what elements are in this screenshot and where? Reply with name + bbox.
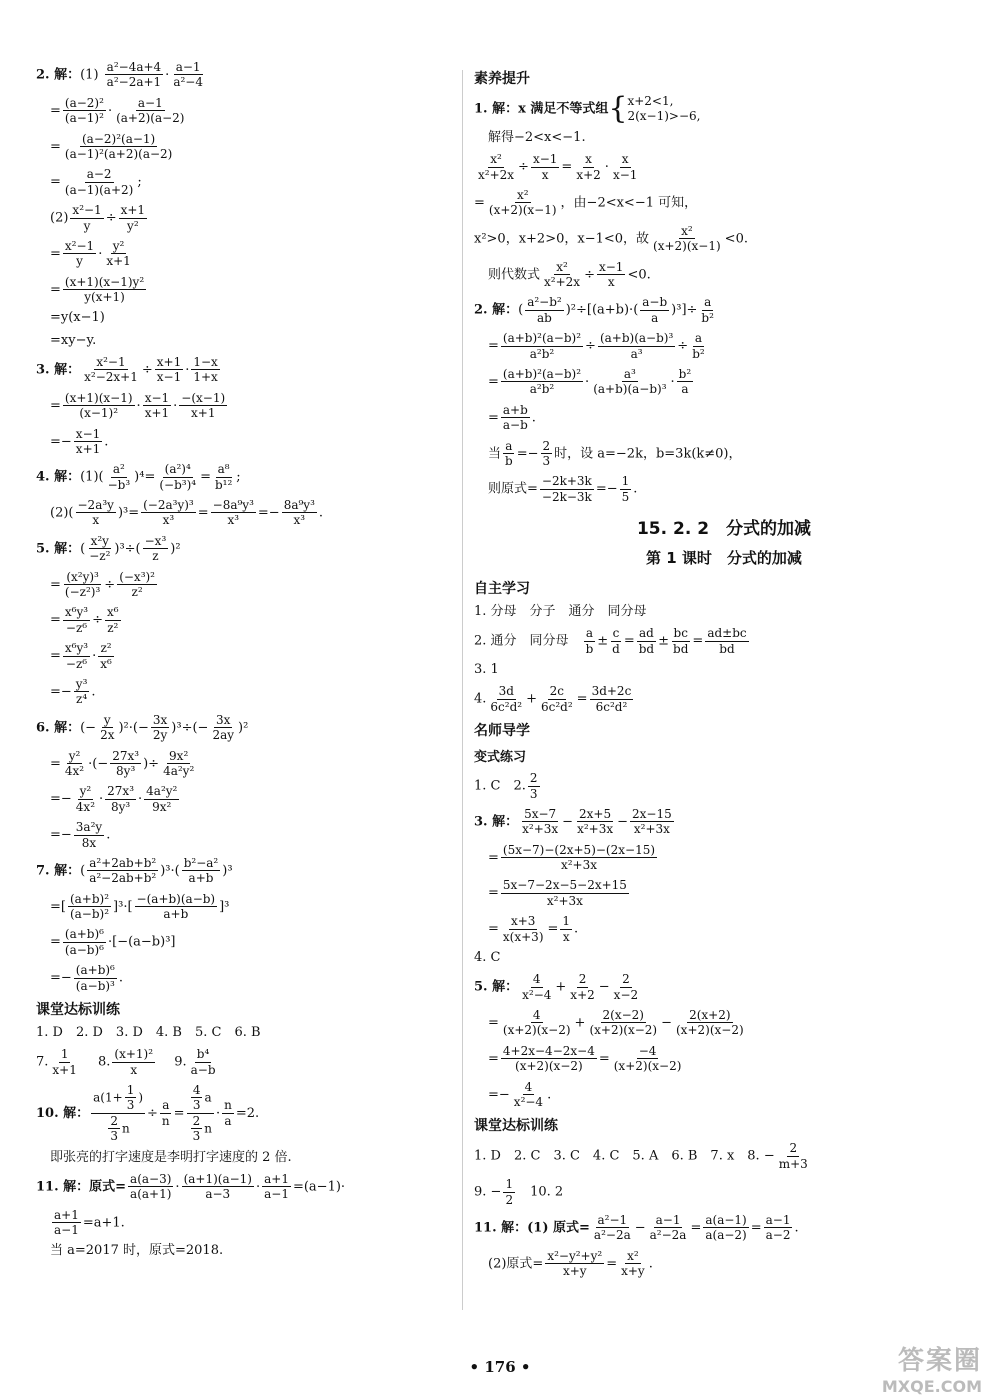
lesson-title: 第 1 课时 分式的加减 bbox=[646, 549, 802, 568]
teacher-guide-heading: 名师导学 bbox=[474, 723, 530, 740]
problem-6: 6. 解：(− $\frac{y}{2x}$ )²·(− $\frac{3x}{2y}$ )³÷(− $\frac{3x}{2ay}$ )² bbox=[36, 712, 249, 743]
practice-heading: 变式练习 bbox=[474, 750, 527, 766]
page-number: • 176 • bbox=[469, 1358, 531, 1376]
watermark-logo: 答案圈 MXQE.COM bbox=[881, 1346, 982, 1396]
problem-7: 7. 解：( $\frac{\text{a²+2ab+b²}}{\text{a²−2ab+b²}}$ )³·( $\frac{\text{b²−a²}}{a+b}$ )³ bbox=[36, 855, 233, 886]
self-study-heading: 自主学习 bbox=[474, 581, 530, 598]
class-training-heading-left: 课堂达标训练 bbox=[36, 1002, 120, 1019]
problem-11: 11. 解：原式= $\frac{a(a-3)}{a(a+1)}$ · $\frac{(a+1)(a-1)}{a-3}$ · $\frac{a+1}{a-1}$ =(a−1)· bbox=[36, 1171, 346, 1202]
section-title: 15. 2. 2 分式的加减 bbox=[636, 519, 812, 540]
class-training-heading-right: 课堂达标训练 bbox=[474, 1118, 558, 1135]
problem-5: 5. 解：( $\frac{\text{x²y}}{\text{−z²}}$ )³÷( $\frac{\text{−x³}}{z}$ )² bbox=[36, 533, 181, 564]
column-divider bbox=[462, 70, 463, 1310]
problem-10: 10. 解： a(1+ $\frac{1}{3}$ ) $\frac{2}{3}$ n ÷ $\frac{a}{n}$ = $\frac{4}{3}$ a $\frac{2}{3}$ n · $\frac{n}{a}$ =2. bbox=[36, 1083, 260, 1144]
left-column: 2. 解：(1) $\frac{\text{a²−4a+4}}{\text{a²−2a+1}}$ · $\frac{a-1}{\text{a²−4}}$ = $\frac{\text{(a−2)²}}{\text{(a−1)²}}$ · $\frac{a-1}{(a+2)(a-2)}$ = $\frac{\text{(a−2)²(a−1)}}{\text{(a−1)²(a+2)(a−2)}}$ = $\frac{a-2}{(a-1)(a+2)}$ ; (2) $\frac{\text{x²−1}}{y}$ ÷ $\frac{x+1}{\text{y²}}$ = $\frac{\text{x²−1}}{y}$ · $\frac{\text{y²}}{x+1}$ = $\frac{\text{(x+1)(x−1)y²}}{y(x+1)}$ =y(x−1) =xy−y. 3. 解： $\frac{\text{x²−1}}{\text{x²−2x+1}}$ ÷ $\frac{x+1}{x-1}$ · $\frac{1-x}{1+x}$ = $\frac{(x+1)(x-1)}{\text{(x−1)²}}$ · $\frac{x-1}{x+1}$ · $\frac{-(x-1)}{x+1}$ =− $\frac{x-1}{x+1}$ . 4. 解：(1)( $\frac{\text{a²}}{\text{−b³}}$ )⁴= $\frac{\text{(a²)⁴}}{\text{(−b³)⁴}}$ = $\frac{\text{a⁸}}{\text{b¹²}}$ ; (2)( $\frac{\text{−2a³y}}{x}$ )³= $\frac{\text{(−2a³y)³}}{\text{x³}}$ = $\frac{\text{−8a⁹y³}}{\text{x³}}$ =− $\frac{\text{8a⁹y³}}{\text{x³}}$ . 5. 解：( $\frac{\text{x²y}}{\text{−z²}}$ )³÷( $\frac{\text{−x³}}{z}$ )² = $\frac{\text{(x²y)³}}{\text{(−z²)³}}$ ÷ $\frac{\text{(−x³)²}}{\text{z²}}$ = $\frac{\text{x⁶y³}}{\text{−z⁶}}$ ÷ $\frac{\text{x⁶}}{\text{z²}}$ = $\frac{\text{x⁶y³}}{\text{−z⁶}}$ · $\frac{\text{z²}}{\text{x⁶}}$ =− $\frac{\text{y³}}{\text{z⁴}}$ . 6. 解：(− $\frac{y}{2x}$ )²·(− $\frac{3x}{2y}$ )³÷(− $\frac{3x}{2ay}$ )² = $\frac{\text{y²}}{\text{4x²}}$ ·(− $\frac{\text{27x³}}{\text{8y³}}$ )÷ $\frac{\text{9x²}}{\text{4a²y²}}$ =− $\frac{\text{y²}}{\text{4x²}}$ · $\frac{\text{27x³}}{\text{8y³}}$ · $\frac{\text{4a²y²}}{\text{9x²}}$ =− $\frac{\text{3a²y}}{8x}$ . 7. 解：( $\frac{\text{a²+2ab+b²}}{\text{a²−2ab+b²}}$ )³·( $\frac{\text{b²−a²}}{a+b}$ )³ =[ $\frac{\text{(a+b)²}}{\text{(a−b)²}}$ ]³·[ $\frac{-(a+b)(a-b)}{a+b}$ ]³ = $\frac{\text{(a+b)⁶}}{\text{(a−b)⁶}}$ ·[−(a−b)³] =− $\frac{\text{(a+b)⁶}}{\text{(a−b)³}}$ . 课堂达标训练 1. D 2. D 3. D 4. B 5. C 6. B 7. $\frac{1}{x+1}$ 8. $\frac{\text{(x+1)²}}{x}$ 9. $\frac{\text{b⁴}}{a-b}$ 10. 解： a(1+ $\frac{1}{3}$ ) $\frac{2}{3}$ n ÷ $\frac{a}{n}$ = $\frac{4}{3}$ a $\frac{2}{3}$ n · $\frac{n}{a}$ =2. 即张亮的打字速度是李明打字速度的 2 倍. 11. 解：原式= $\frac{a(a-3)}{a(a+1)}$ · $\frac{(a+1)(a-1)}{a-3}$ · $\frac{a+1}{a-1}$ =(a−1)· $\frac{a+1}{a-1}$ =a+1. 当 a=2017 时，原式=2018. bbox=[36, 60, 456, 1266]
right-problem-2: 2. 解：( $\frac{\text{a²−b²}}{ab}$ )²÷[(a+b)·( $\frac{a-b}{a}$ )³]÷ $\frac{a}{\text{b²}}$ bbox=[474, 295, 714, 325]
problem-3: 3. 解： $\frac{\text{x²−1}}{\text{x²−2x+1}}$ ÷ $\frac{x+1}{x-1}$ · $\frac{1-x}{1+x}$ bbox=[36, 354, 218, 385]
problem-2: 2. 解：(1) $\frac{\text{a²−4a+4}}{\text{a²−2a+1}}$ · $\frac{a-1}{\text{a²−4}}$ bbox=[36, 60, 203, 90]
right-problem-1: 1. 解：x 满足不等式组{ x+2<1, 2(x−1)>−6, bbox=[474, 91, 701, 126]
section-heading-literacy: 素养提升 bbox=[474, 71, 530, 87]
problem-4: 4. 解：(1)( $\frac{\text{a²}}{\text{−b³}}$ )⁴= $\frac{\text{(a²)⁴}}{\text{(−b³)⁴}}$ = $\frac{\text{a⁸}}{\text{b¹²}}$ ; bbox=[36, 462, 241, 492]
right-column: 素养提升 1. 解：x 满足不等式组{ x+2<1, 2(x−1)>−6, 解得−2<x<−1. $\frac{\text{x²}}{\text{x²+2x}}$ ÷ $\frac{x-1}{x}$ = $\frac{x}{x+2}$ · $\frac{x}{x-1}$ = $\frac{\text{x²}}{(x+2)(x-1)}$ ，由−2<x<−1 可知， x²>0，x+2>0，x−1<0，故 $\frac{\text{x²}}{(x+2)(x-1)}$ <0. 则代数式 $\frac{\text{x²}}{\text{x²+2x}}$ ÷ $\frac{x-1}{x}$ <0. 2. 解：( $\frac{\text{a²−b²}}{ab}$ )²÷[(a+b)·( $\frac{a-b}{a}$ )³]÷ $\frac{a}{\text{b²}}$ = $\frac{\text{(a+b)²(a−b)²}}{\text{a²b²}}$ ÷ $\frac{\text{(a+b)(a−b)³}}{\text{a³}}$ ÷ $\frac{a}{\text{b²}}$ = $\frac{\text{(a+b)²(a−b)²}}{\text{a²b²}}$ · $\frac{\text{a³}}{\text{(a+b)(a−b)³}}$ · $\frac{\text{b²}}{a}$ = $\frac{a+b}{a-b}$ . 当 $\frac{a}{b}$ =− $\frac{2}{3}$ 时，设 a=−2k，b=3k(k≠0)， 则原式= $\frac{-2k+3k}{-2k-3k}$ =− $\frac{1}{5}$ . 15. 2. 2 分式的加减 第 1 课时 分式的加减 自主学习 1. 分母 分子 通分 同分母 2. 通分 同分母 $\frac{a}{b}$ ± $\frac{c}{d}$ = $\frac{ad}{bd}$ ± $\frac{bc}{bd}$ = $\frac{ad\pm bc}{bd}$ 3. 1 4. $\frac{3d}{\text{6c²d²}}$ + $\frac{2c}{\text{6c²d²}}$ = $\frac{3d+2c}{\text{6c²d²}}$ 名师导学 变式练习 1. C 2. $\frac{2}{3}$ 3. 解： $\frac{5x-7}{\text{x²+3x}}$ − $\frac{2x+5}{\text{x²+3x}}$ − $\frac{2x-15}{\text{x²+3x}}$ = $\frac{(5x-7)-(2x+5)-(2x-15)}{\text{x²+3x}}$ = $\frac{5x-7-2x-5-2x+15}{\text{x²+3x}}$ = $\frac{x+3}{x(x+3)}$ = $\frac{1}{x}$ . 4. C 5. 解： $\frac{4}{\text{x²−4}}$ + $\frac{2}{x+2}$ − $\frac{2}{x-2}$ = $\frac{4}{(x+2)(x-2)}$ + $\frac{2(x-2)}{(x+2)(x-2)}$ − $\frac{2(x+2)}{(x+2)(x-2)}$ = $\frac{4+2x-4-2x-4}{(x+2)(x-2)}$ = $\frac{-4}{(x+2)(x-2)}$ =− $\frac{4}{\text{x²−4}}$ . 课堂达标训练 1. D 2. C 3. C 4. C 5. A 6. B 7. x 8. − $\frac{2}{m+3}$ 9. − $\frac{1}{2}$ 10. 2 11. 解：(1) 原式= $\frac{\text{a²−1}}{\text{a²−2a}}$ − $\frac{a-1}{\text{a²−2a}}$ = $\frac{a(a-1)}{a(a-2)}$ = $\frac{a-1}{a-2}$ . (2)原式= $\frac{\text{x²−y²+y²}}{x+y}$ = $\frac{\text{x²}}{x+y}$ . bbox=[474, 62, 974, 1285]
